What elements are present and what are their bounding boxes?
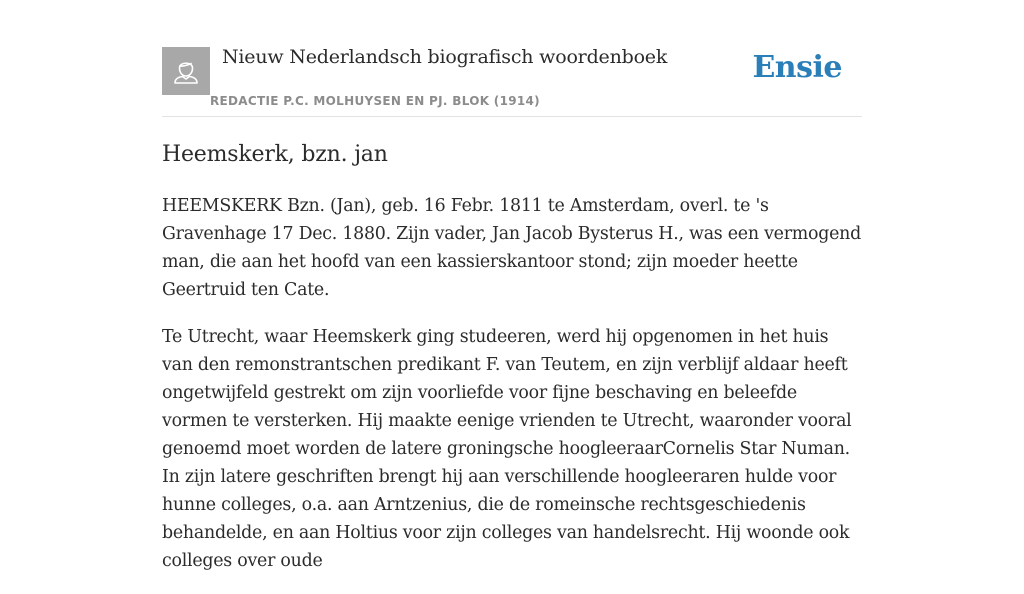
article-paragraph: Te Utrecht, waar Heemskerk ging studeeren, werd hij opgenomen in het huis van den remonstrantschen predikant F. van Teutem, en zijn verblijf aldaar heeft ongetwijfeld gestrekt om zijn voorliefde voor fijne beschaving en beleefde vormen te versterken. Hij maakte eenige vrienden te Utrecht, waaronder vooral genoemd moet worden de latere groningsche hoogleeraarCornelis Star Numan. In zijn latere geschriften brengt hij aan verschillende hoogleeraren hulde voor hunne colleges, o.a. aan Arntzenius, die de romeinsche rechtsgeschiedenis behandelde, en aan Holtius voor zijn colleges van handelsrecht. Hij woonde ook colleges over oude bbox=[162, 327, 852, 571]
editors-line: REDACTIE P.C. MOLHUYSEN EN PJ. BLOK (1914) bbox=[210, 94, 540, 108]
header bbox=[162, 44, 862, 117]
brand-logo[interactable]: Ensie bbox=[752, 50, 842, 85]
article-title: Heemskerk, bzn. jan bbox=[162, 142, 388, 167]
user-avatar-icon bbox=[162, 47, 210, 95]
work-title[interactable]: Nieuw Nederlandsch biografisch woordenboek bbox=[222, 46, 668, 68]
article bbox=[162, 140, 862, 594]
article-paragraph: HEEMSKERK Bzn. (Jan), geb. 16 Febr. 1811 te Amsterdam, overl. te 's Gravenhage 17 Dec. 1880. Zijn vader, Jan Jacob Bysterus H., was een vermogend man, die aan het hoofd van een kassierskantoor stond; zijn moeder heette Geertruid ten Cate. bbox=[162, 196, 861, 300]
